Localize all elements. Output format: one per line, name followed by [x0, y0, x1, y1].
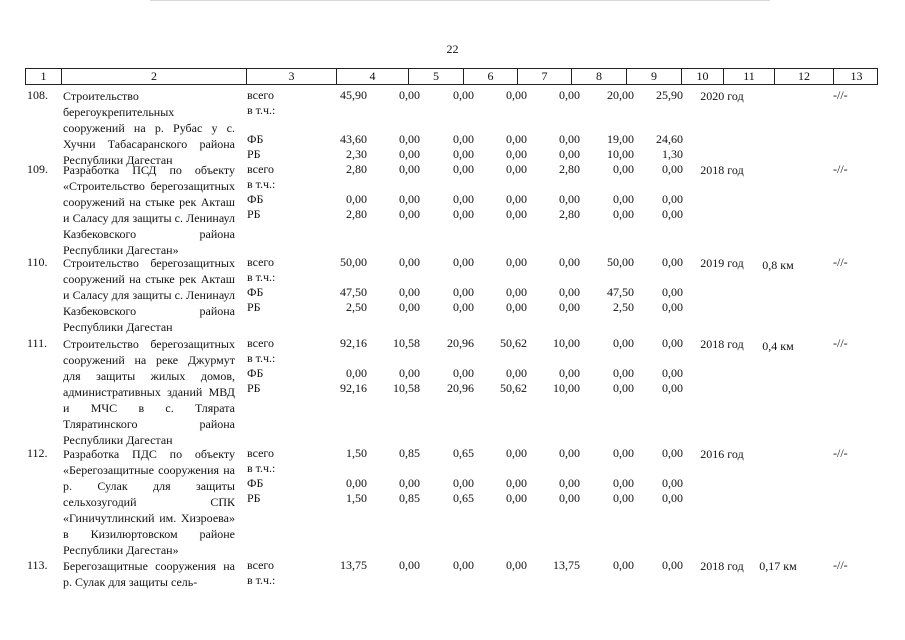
funding-value: 0,00 — [399, 255, 420, 269]
header-col-1: 1 — [40, 69, 47, 83]
completion-year: 2019 год — [700, 256, 744, 270]
funding-value: 0,00 — [399, 162, 420, 176]
funding-label: ФБ — [247, 132, 264, 146]
funding-value: 0,00 — [453, 300, 474, 314]
funding-label: РБ — [247, 381, 261, 395]
row-note: -//- — [833, 162, 848, 176]
funding-value: 0,00 — [662, 255, 683, 269]
row-description: Строительство берегозащитных сооружений на реке Джурмут для защиты жилых домов, административных зданий МВД и МЧС в с. Тлярата Тляратинского района Республики Дагестан — [63, 337, 235, 447]
funding-value: 0,00 — [506, 162, 527, 176]
funding-label: всего — [247, 255, 275, 269]
header-col-6: 6 — [463, 69, 517, 84]
funding-value: 43,60 — [340, 132, 367, 146]
funding-value: 20,96 — [447, 381, 474, 395]
row-note: -//- — [833, 446, 848, 460]
funding-label: ФБ — [247, 192, 264, 206]
funding-value: 0,00 — [613, 162, 634, 176]
funding-value: 1,50 — [346, 491, 367, 505]
funding-value: 10,00 — [553, 381, 580, 395]
funding-value: 1,50 — [346, 446, 367, 460]
funding-value: 20,96 — [447, 336, 474, 350]
funding-value: 2,80 — [559, 162, 580, 176]
funding-value: 2,80 — [346, 162, 367, 176]
capacity-measure: 0,4 км — [762, 339, 794, 353]
funding-value: 0,00 — [506, 446, 527, 460]
funding-value: 0,00 — [662, 336, 683, 350]
funding-value: 0,00 — [662, 476, 683, 490]
funding-value: 0,00 — [559, 255, 580, 269]
funding-value: 0,00 — [613, 207, 634, 221]
funding-value: 10,58 — [393, 381, 420, 395]
funding-value: 50,00 — [340, 255, 367, 269]
funding-value: 0,00 — [559, 285, 580, 299]
completion-year: 2018 год — [700, 337, 744, 351]
funding-value: 0,00 — [453, 476, 474, 490]
row-number: 113. — [27, 558, 48, 572]
funding-value: 0,00 — [613, 558, 634, 572]
funding-value: 0,00 — [506, 558, 527, 572]
funding-value: 25,90 — [656, 88, 683, 102]
funding-value: 0,00 — [506, 147, 527, 161]
funding-value: 45,90 — [340, 88, 367, 102]
funding-label: ФБ — [247, 366, 264, 380]
row-description: Разработка ПСД по объекту «Строительство берегозащитных сооружений на стыке рек Акташ и Саласу для защиты с. Ленинаул Казбековского района Республики Дагестан» — [63, 163, 235, 257]
funding-value: 10,00 — [607, 147, 634, 161]
funding-value: 0,00 — [506, 300, 527, 314]
funding-value: 10,00 — [553, 336, 580, 350]
funding-value: 0,00 — [399, 192, 420, 206]
funding-value: 0,00 — [399, 147, 420, 161]
funding-value: 0,00 — [506, 192, 527, 206]
funding-value: 0,00 — [613, 366, 634, 380]
funding-value: 0,00 — [506, 207, 527, 221]
funding-label: всего — [247, 446, 275, 460]
funding-value: 0,00 — [613, 446, 634, 460]
funding-value: 0,00 — [346, 192, 367, 206]
funding-label: в т.ч.: — [247, 573, 276, 587]
funding-label: ФБ — [247, 285, 264, 299]
funding-value: 0,00 — [559, 88, 580, 102]
funding-value: 2,30 — [346, 147, 367, 161]
funding-label: РБ — [247, 491, 261, 505]
funding-label: в т.ч.: — [247, 177, 276, 191]
header-col-7: 7 — [517, 69, 571, 84]
row-description: Разработка ПДС по объекту «Берегозащитные сооружения на р. Сулак для защиты сельхозугодий СПК «Гиничутлинский им. Хизроева» в Кизилюртовском районе Республики Дагестан» — [63, 447, 235, 557]
header-col-5: 5 — [408, 69, 463, 84]
funding-value: 0,00 — [559, 491, 580, 505]
row-description: Берегозащитные сооружения на р. Сулак для защиты сель- — [63, 559, 235, 589]
row-number: 111. — [27, 336, 48, 350]
funding-label: всего — [247, 162, 275, 176]
funding-label: РБ — [247, 147, 261, 161]
funding-value: 0,85 — [399, 491, 420, 505]
funding-value: 0,00 — [506, 476, 527, 490]
funding-value: 47,50 — [607, 285, 634, 299]
funding-value: 1,30 — [662, 147, 683, 161]
funding-value: 0,00 — [399, 366, 420, 380]
funding-label: в т.ч.: — [247, 270, 276, 284]
funding-value: 0,00 — [613, 381, 634, 395]
table-header — [25, 68, 878, 85]
header-col-8: 8 — [571, 69, 626, 84]
funding-value: 0,00 — [399, 132, 420, 146]
funding-value: 0,00 — [662, 558, 683, 572]
row-description: Строительство берегоукрепительных сооружений на р. Рубас у с. Хучни Табасаранского района Республики Дагестан — [63, 89, 235, 167]
row-number: 109. — [27, 162, 48, 176]
funding-value: 0,65 — [453, 491, 474, 505]
funding-value: 0,00 — [662, 285, 683, 299]
funding-value: 0,00 — [399, 558, 420, 572]
funding-value: 0,00 — [662, 446, 683, 460]
funding-value: 0,00 — [346, 476, 367, 490]
page-number: 22 — [446, 42, 459, 56]
completion-year: 2018 год — [700, 559, 744, 573]
header-col-12: 12 — [774, 69, 833, 84]
completion-year: 2018 год — [700, 163, 744, 177]
completion-year: 2016 год — [700, 447, 744, 461]
funding-value: 2,50 — [613, 300, 634, 314]
row-number: 110. — [27, 255, 48, 269]
funding-value: 0,00 — [506, 285, 527, 299]
funding-value: 0,00 — [453, 558, 474, 572]
row-note: -//- — [833, 88, 848, 102]
funding-label: всего — [247, 336, 275, 350]
funding-value: 0,65 — [453, 446, 474, 460]
funding-value: 24,60 — [656, 132, 683, 146]
funding-value: 0,00 — [662, 192, 683, 206]
funding-value: 0,00 — [399, 285, 420, 299]
funding-value: 0,00 — [453, 88, 474, 102]
funding-value: 50,00 — [607, 255, 634, 269]
row-note: -//- — [833, 336, 848, 350]
header-col-3: 3 — [246, 69, 336, 84]
funding-value: 13,75 — [340, 558, 367, 572]
funding-value: 0,00 — [506, 255, 527, 269]
funding-label: в т.ч.: — [247, 103, 276, 117]
header-col-11: 11 — [723, 69, 774, 84]
funding-value: 0,00 — [613, 476, 634, 490]
funding-value: 0,00 — [559, 192, 580, 206]
funding-value: 0,00 — [506, 88, 527, 102]
row-number: 108. — [27, 88, 48, 102]
funding-label: в т.ч.: — [247, 351, 276, 365]
funding-value: 0,00 — [559, 147, 580, 161]
funding-value: 0,00 — [453, 192, 474, 206]
row-number: 112. — [27, 446, 48, 460]
funding-value: 0,00 — [613, 192, 634, 206]
funding-value: 0,00 — [453, 147, 474, 161]
completion-year: 2020 год — [700, 89, 744, 103]
funding-value: 0,00 — [399, 207, 420, 221]
funding-value: 0,00 — [559, 476, 580, 490]
funding-label: всего — [247, 558, 275, 572]
row-note: -//- — [833, 558, 848, 572]
funding-value: 2,80 — [559, 207, 580, 221]
funding-value: 0,00 — [662, 207, 683, 221]
capacity-measure: 0,8 км — [762, 258, 794, 272]
funding-label: в т.ч.: — [247, 461, 276, 475]
funding-value: 0,00 — [453, 207, 474, 221]
funding-value: 0,00 — [559, 366, 580, 380]
funding-value: 0,00 — [506, 491, 527, 505]
funding-value: 10,58 — [393, 336, 420, 350]
funding-value: 92,16 — [340, 336, 367, 350]
funding-value: 19,00 — [607, 132, 634, 146]
funding-value: 0,00 — [453, 285, 474, 299]
funding-value: 0,00 — [613, 336, 634, 350]
funding-value: 0,00 — [662, 491, 683, 505]
funding-value: 0,00 — [453, 162, 474, 176]
funding-value: 50,62 — [500, 381, 527, 395]
funding-value: 0,00 — [662, 381, 683, 395]
header-col-4: 4 — [336, 69, 408, 84]
funding-value: 0,00 — [506, 132, 527, 146]
header-col-10: 10 — [681, 69, 723, 84]
funding-label: ФБ — [247, 476, 264, 490]
funding-value: 0,00 — [346, 366, 367, 380]
funding-value: 0,00 — [453, 255, 474, 269]
funding-value: 0,00 — [559, 446, 580, 460]
funding-label: РБ — [247, 207, 261, 221]
funding-value: 92,16 — [340, 381, 367, 395]
funding-value: 20,00 — [607, 88, 634, 102]
row-description: Строительство берегозащитных сооружений на стыке рек Акташ и Саласу для защиты с. Ленинаул Казбековского района Республики Дагестан — [63, 256, 235, 334]
funding-value: 0,00 — [453, 132, 474, 146]
funding-value: 0,00 — [399, 88, 420, 102]
row-note: -//- — [833, 255, 848, 269]
funding-value: 0,00 — [662, 366, 683, 380]
funding-label: РБ — [247, 300, 261, 314]
funding-value: 0,85 — [399, 446, 420, 460]
header-col-13: 13 — [833, 69, 879, 84]
funding-value: 0,00 — [506, 366, 527, 380]
funding-value: 0,00 — [662, 300, 683, 314]
funding-value: 13,75 — [553, 558, 580, 572]
header-col-9: 9 — [626, 69, 681, 84]
funding-value: 0,00 — [559, 300, 580, 314]
funding-value: 0,00 — [613, 491, 634, 505]
scan-artifact-line — [150, 0, 770, 1]
funding-value: 0,00 — [399, 476, 420, 490]
capacity-measure: 0,17 км — [759, 559, 797, 573]
funding-value: 47,50 — [340, 285, 367, 299]
funding-value: 0,00 — [662, 162, 683, 176]
funding-value: 0,00 — [559, 132, 580, 146]
header-col-2: 2 — [61, 69, 246, 84]
funding-label: всего — [247, 88, 275, 102]
funding-value: 2,80 — [346, 207, 367, 221]
funding-value: 0,00 — [453, 366, 474, 380]
funding-value: 0,00 — [399, 300, 420, 314]
funding-value: 2,50 — [346, 300, 367, 314]
funding-value: 50,62 — [500, 336, 527, 350]
